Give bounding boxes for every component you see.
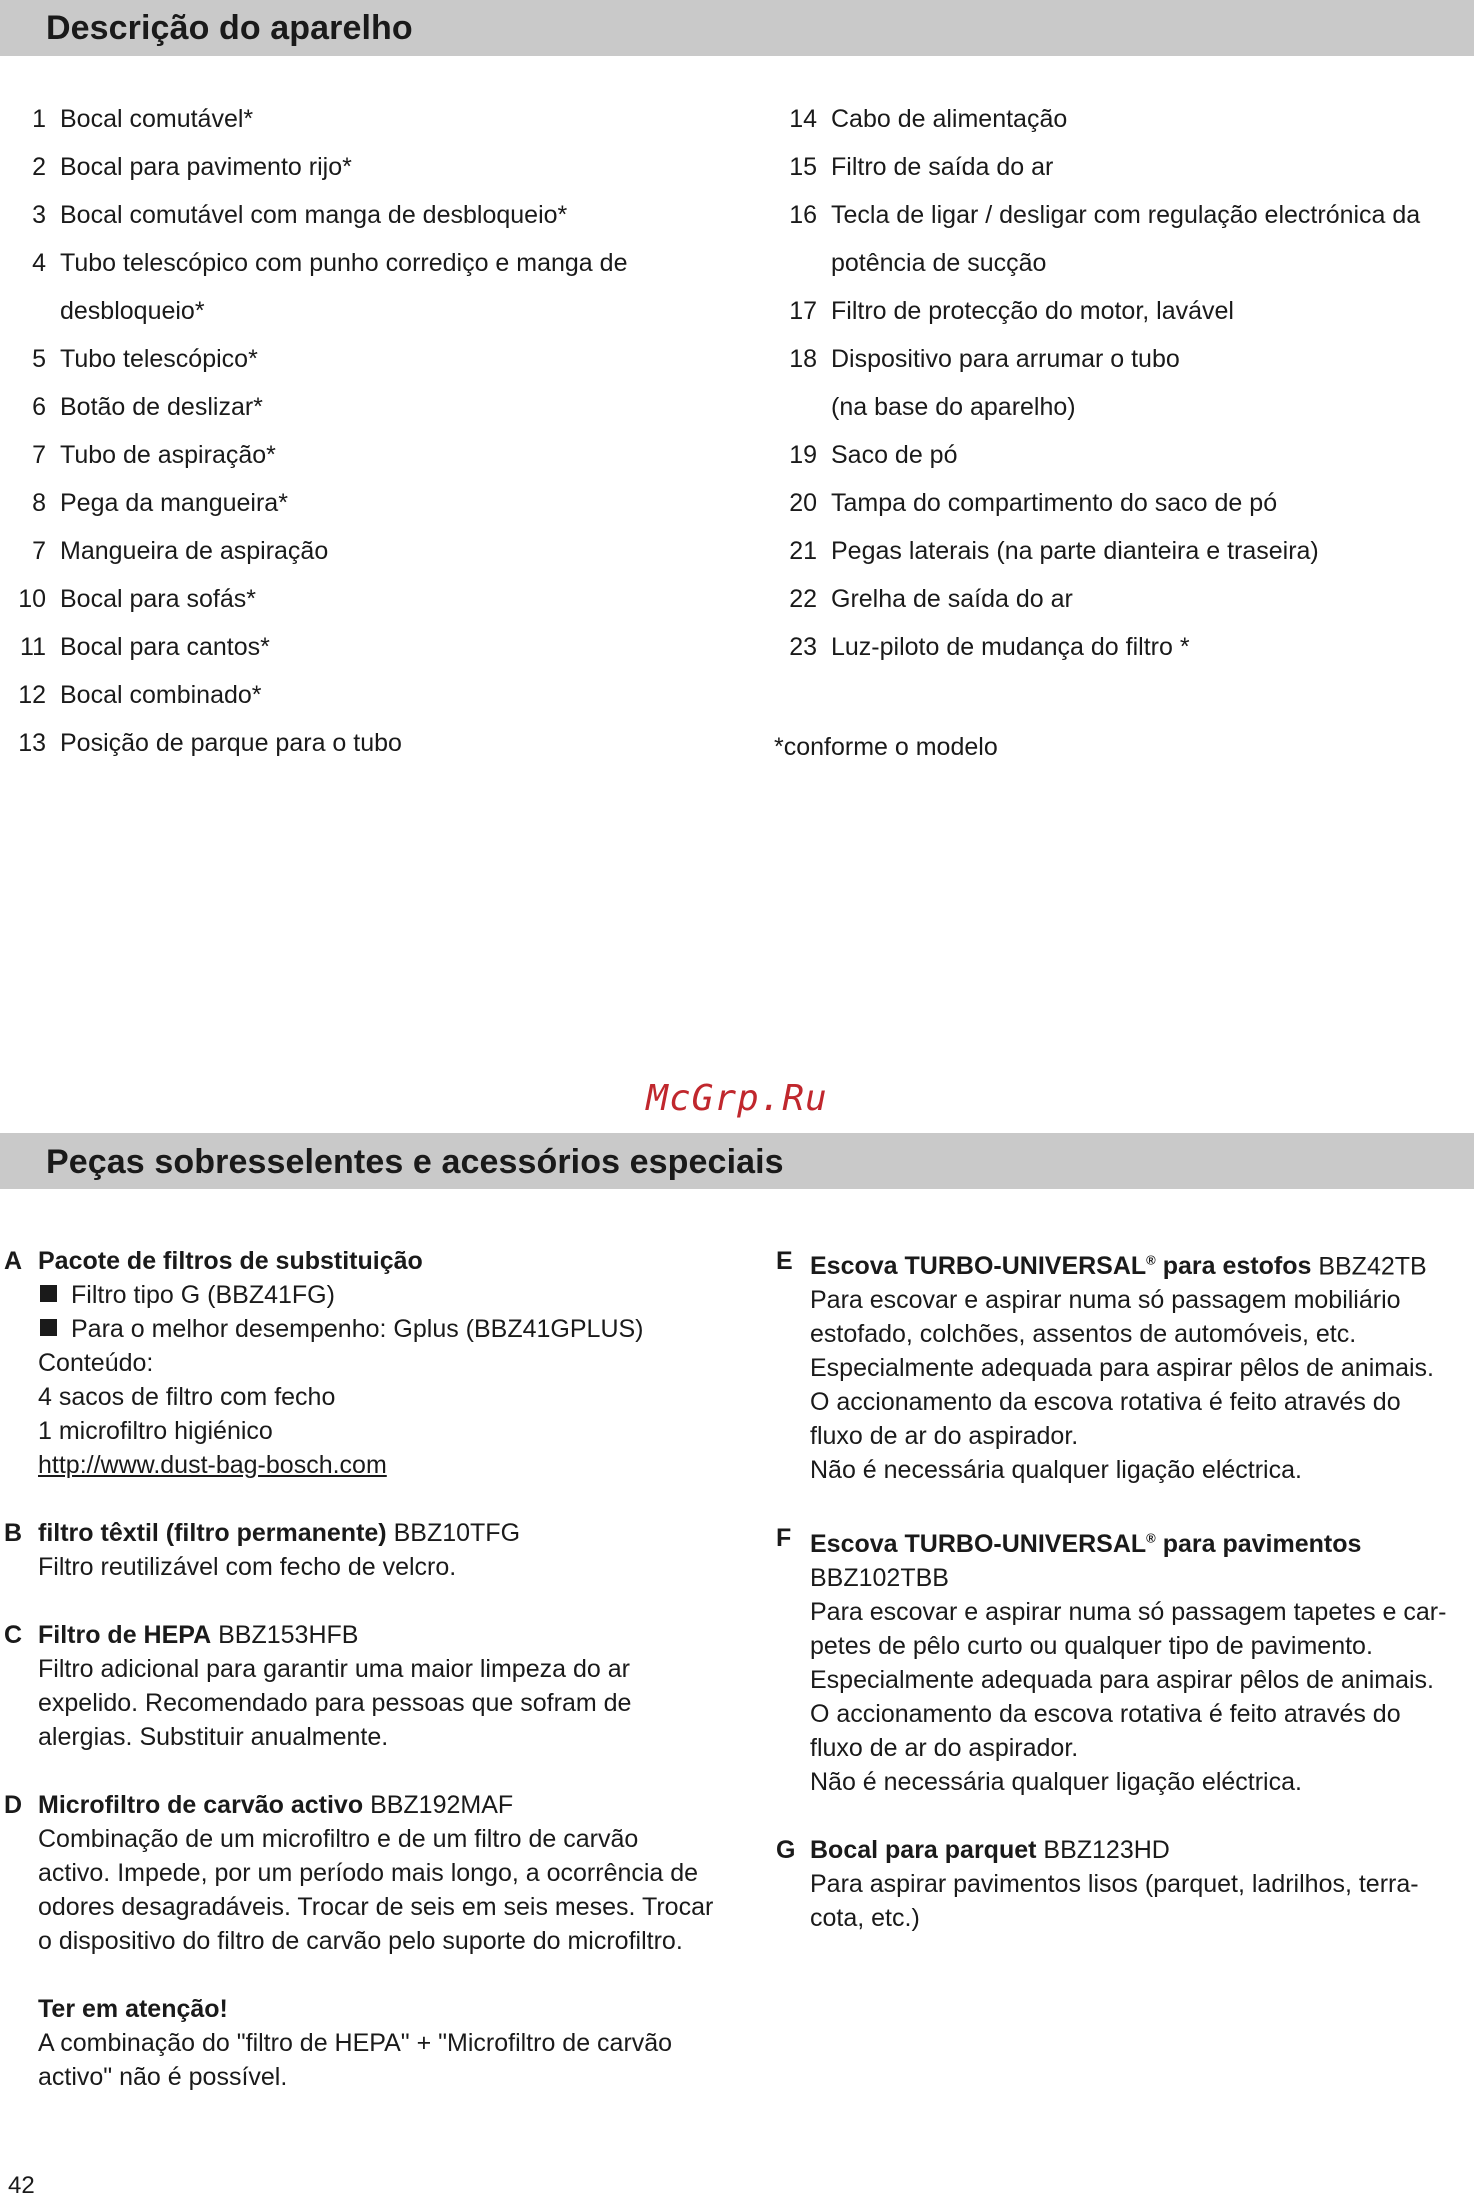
list-item: 13 Posição de parque para o tubo bbox=[18, 729, 402, 757]
item-title: Pacote de filtros de substituição bbox=[38, 1247, 423, 1275]
watermark-text: McGrp.Ru bbox=[646, 1078, 828, 1119]
section-title: Descrição do aparelho bbox=[46, 9, 413, 47]
section-header-description bbox=[0, 0, 1474, 56]
accessory-c: C Filtro de HEPA BBZ153HFB Filtro adicional para garantir uma maior limpeza do ar expelido. Recomendado para pessoas que sofram de alergias. Substituir anualmente. bbox=[38, 1618, 738, 1754]
attention-note: Ter em atenção! A combinação do "filtro de HEPA" + "Microfiltro de carvão activo" não é possível. bbox=[38, 1995, 673, 2091]
page-number: 42 bbox=[8, 2172, 35, 2199]
list-item: 18 Dispositivo para arrumar o tubo bbox=[789, 345, 1180, 373]
accessory-a: A Pacote de filtros de substituição Filtro tipo G (BBZ41FG) Para o melhor desempenho: Gplus (BBZ41GPLUS) Conteúdo: 4 sacos de filtro com fecho 1 microfiltro higiénico http://www.dust-bag-bosch.com bbox=[38, 1244, 738, 1482]
dust-bag-link[interactable]: http://www.dust-bag-bosch.com bbox=[38, 1451, 387, 1479]
list-item: 19 Saco de pó bbox=[789, 441, 958, 469]
item-title: Bocal para parquet bbox=[810, 1835, 1037, 1864]
item-title: Microfiltro de carvão activo bbox=[38, 1791, 364, 1819]
accessory-e: E Escova TURBO-UNIVERSAL® para estofos BBZ42TB Para escovar e aspirar numa só passagem mobiliário estofado, colchões, assentos de automóveis, etc. Especialmente adequada para aspirar pêlos de animais. O accionamento da escova rotativa é feito através do fluxo de ar do aspirador. Não é necessária qualquer ligação eléctrica. bbox=[810, 1244, 1470, 1487]
list-item: desbloqueio* bbox=[60, 297, 205, 325]
list-item: 4 Tubo telescópico com punho corrediço e manga de bbox=[32, 249, 628, 277]
item-letter: A bbox=[4, 1247, 23, 1275]
list-item: 17 Filtro de protecção do motor, lavável bbox=[789, 297, 1234, 325]
list-item: 7 Mangueira de aspiração bbox=[32, 537, 329, 565]
list-item: 1 Bocal comutável* bbox=[32, 105, 254, 133]
accessories-right bbox=[776, 1244, 1470, 1935]
list-item: 5 Tubo telescópico* bbox=[32, 345, 258, 373]
item-code: BBZ42TB bbox=[1318, 1252, 1427, 1281]
item-title: Escova TURBO-UNIVERSAL® para pavimentos bbox=[810, 1529, 1362, 1558]
list-item: 2 Bocal para pavimento rijo* bbox=[32, 153, 352, 181]
parts-list-left bbox=[18, 105, 628, 777]
list-item: 22 Grelha de saída do ar bbox=[789, 585, 1073, 613]
accessory-g: G Bocal para parquet BBZ123HD Para aspirar pavimentos lisos (parquet, ladrilhos, terra- cota, etc.) bbox=[810, 1833, 1470, 1935]
list-item: 15 Filtro de saída do ar bbox=[789, 153, 1054, 181]
item-title: filtro têxtil (filtro permanente) bbox=[38, 1519, 387, 1547]
accessories-left bbox=[4, 1244, 738, 2094]
list-item: 7 Tubo de aspiração* bbox=[32, 441, 276, 469]
list-item: 23 Luz-piloto de mudança do filtro * bbox=[789, 633, 1190, 661]
list-item: 14 Cabo de alimentação bbox=[789, 105, 1068, 133]
accessory-d: D Microfiltro de carvão activo BBZ192MAF Combinação de um microfiltro e de um filtro de carvão activo. Impede, por um período mais longo, a ocorrência de odores desagradáveis. Trocar de seis em seis meses. Trocar o dispositivo do filtro de carvão pelo suporte do microfiltro. bbox=[38, 1788, 738, 1958]
list-item: 16 Tecla de ligar / desligar com regulação electrónica da bbox=[789, 201, 1421, 229]
section-title: Peças sobresselentes e acessórios especiais bbox=[46, 1143, 784, 1181]
item-title: Escova TURBO-UNIVERSAL® para estofos bbox=[810, 1252, 1312, 1281]
item-code: BBZ10TFG bbox=[393, 1519, 521, 1547]
list-item: (na base do aparelho) bbox=[831, 393, 1076, 421]
item-letter: B bbox=[4, 1519, 23, 1547]
section-header-accessories bbox=[0, 1133, 1474, 1189]
model-note: *conforme o modelo bbox=[774, 733, 998, 761]
item-title: Filtro de HEPA bbox=[38, 1621, 212, 1649]
list-item: 10 Bocal para sofás* bbox=[18, 585, 256, 613]
square-bullet-icon bbox=[40, 1319, 57, 1336]
list-item: 21 Pegas laterais (na parte dianteira e traseira) bbox=[789, 537, 1319, 565]
accessory-b: B filtro têxtil (filtro permanente) BBZ10TFG Filtro reutilizável com fecho de velcro. bbox=[38, 1516, 738, 1584]
item-letter: E bbox=[776, 1247, 793, 1275]
item-letter: G bbox=[776, 1835, 796, 1864]
accessory-f: F Escova TURBO-UNIVERSAL® para pavimentos BBZ102TBB Para escovar e aspirar numa só passagem tapetes e car- petes de pêlo curto ou qualquer tipo de pavimento. Especialmente adequada para aspirar pêlos de animais. O accionamento da escova rotativa é feito através do fluxo de ar do aspirador. Não é necessária qualquer ligação eléctrica. bbox=[810, 1521, 1470, 1798]
list-item: 8 Pega da mangueira* bbox=[32, 489, 288, 517]
list-item: potência de sucção bbox=[831, 249, 1047, 277]
list-item: 6 Botão de deslizar* bbox=[32, 393, 263, 421]
square-bullet-icon bbox=[40, 1285, 57, 1302]
item-code: BBZ192MAF bbox=[370, 1791, 514, 1819]
item-code: BBZ102TBB bbox=[810, 1563, 949, 1592]
list-item: 3 Bocal comutável com manga de desbloqueio* bbox=[32, 201, 568, 229]
attention-title: Ter em atenção! bbox=[38, 1995, 228, 2023]
item-letter: F bbox=[776, 1524, 792, 1553]
list-item: 11 Bocal para cantos* bbox=[20, 633, 270, 661]
item-letter: D bbox=[4, 1791, 23, 1819]
parts-list-right bbox=[789, 105, 1421, 681]
item-code: BBZ153HFB bbox=[218, 1621, 359, 1649]
item-letter: C bbox=[4, 1621, 23, 1649]
item-code: BBZ123HD bbox=[1043, 1835, 1170, 1864]
list-item: 20 Tampa do compartimento do saco de pó bbox=[789, 489, 1278, 517]
list-item: 12 Bocal combinado* bbox=[18, 681, 262, 709]
